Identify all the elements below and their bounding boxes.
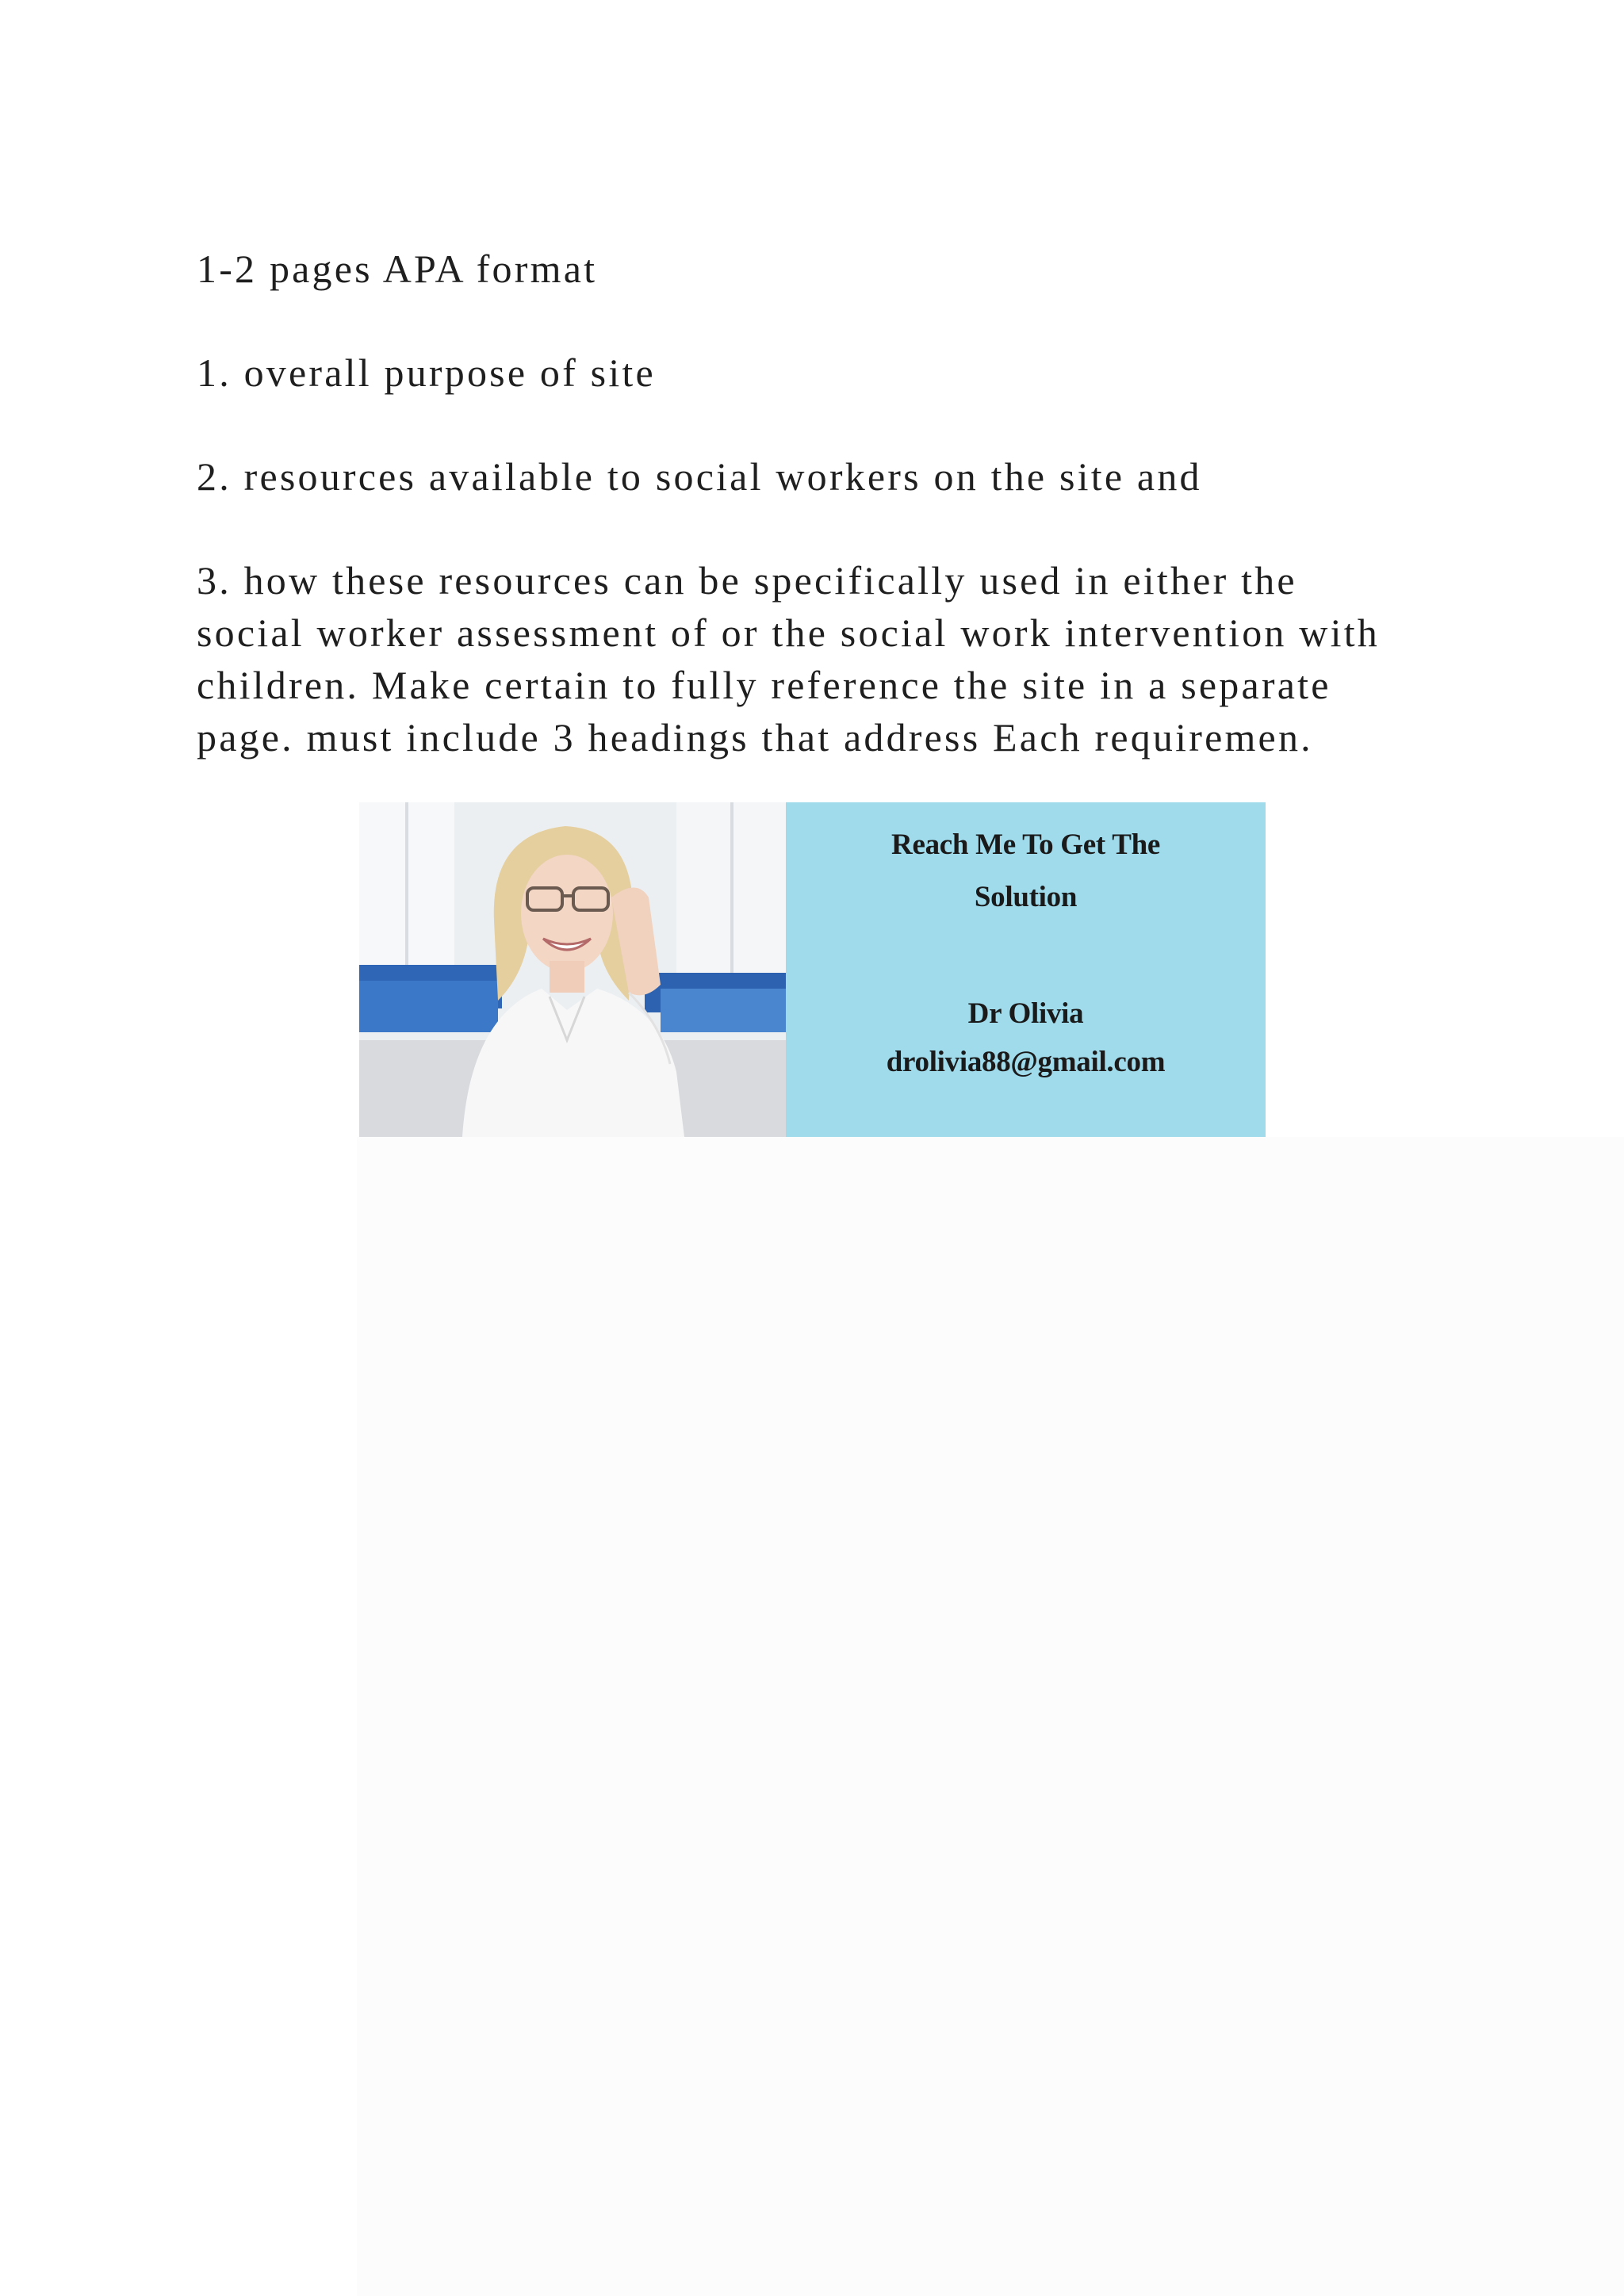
- requirement-3-line-2: social worker assessment of or the social work intervention with: [197, 610, 1380, 655]
- requirement-1: 1. overall purpose of site: [197, 350, 656, 395]
- contact-heading-line-2: Solution: [974, 881, 1078, 913]
- requirement-3-line-4: page. must include 3 headings that address Each requiremen.: [197, 715, 1313, 760]
- contact-name: Dr Olivia: [967, 997, 1084, 1030]
- requirement-3: [197, 554, 1465, 763]
- photo-illustration: [359, 802, 786, 1137]
- smiling-woman-photo-icon: [359, 802, 786, 1137]
- contact-banner: [359, 802, 1266, 1137]
- contact-email: drolivia88@gmail.com: [886, 1046, 1166, 1078]
- requirement-2: 2. resources available to social workers on the site and: [197, 454, 1202, 499]
- requirement-3-line-1: 3. how these resources can be specifically used in either the: [197, 558, 1297, 603]
- requirement-3-line-3: children. Make certain to fully reference the site in a separate: [197, 663, 1331, 707]
- page-background-shade: [357, 1137, 1624, 2296]
- contact-panel: [786, 802, 1266, 1137]
- contact-heading-line-1: Reach Me To Get The: [891, 828, 1160, 861]
- format-requirement: 1-2 pages APA format: [197, 247, 598, 291]
- document-body: [197, 243, 1465, 763]
